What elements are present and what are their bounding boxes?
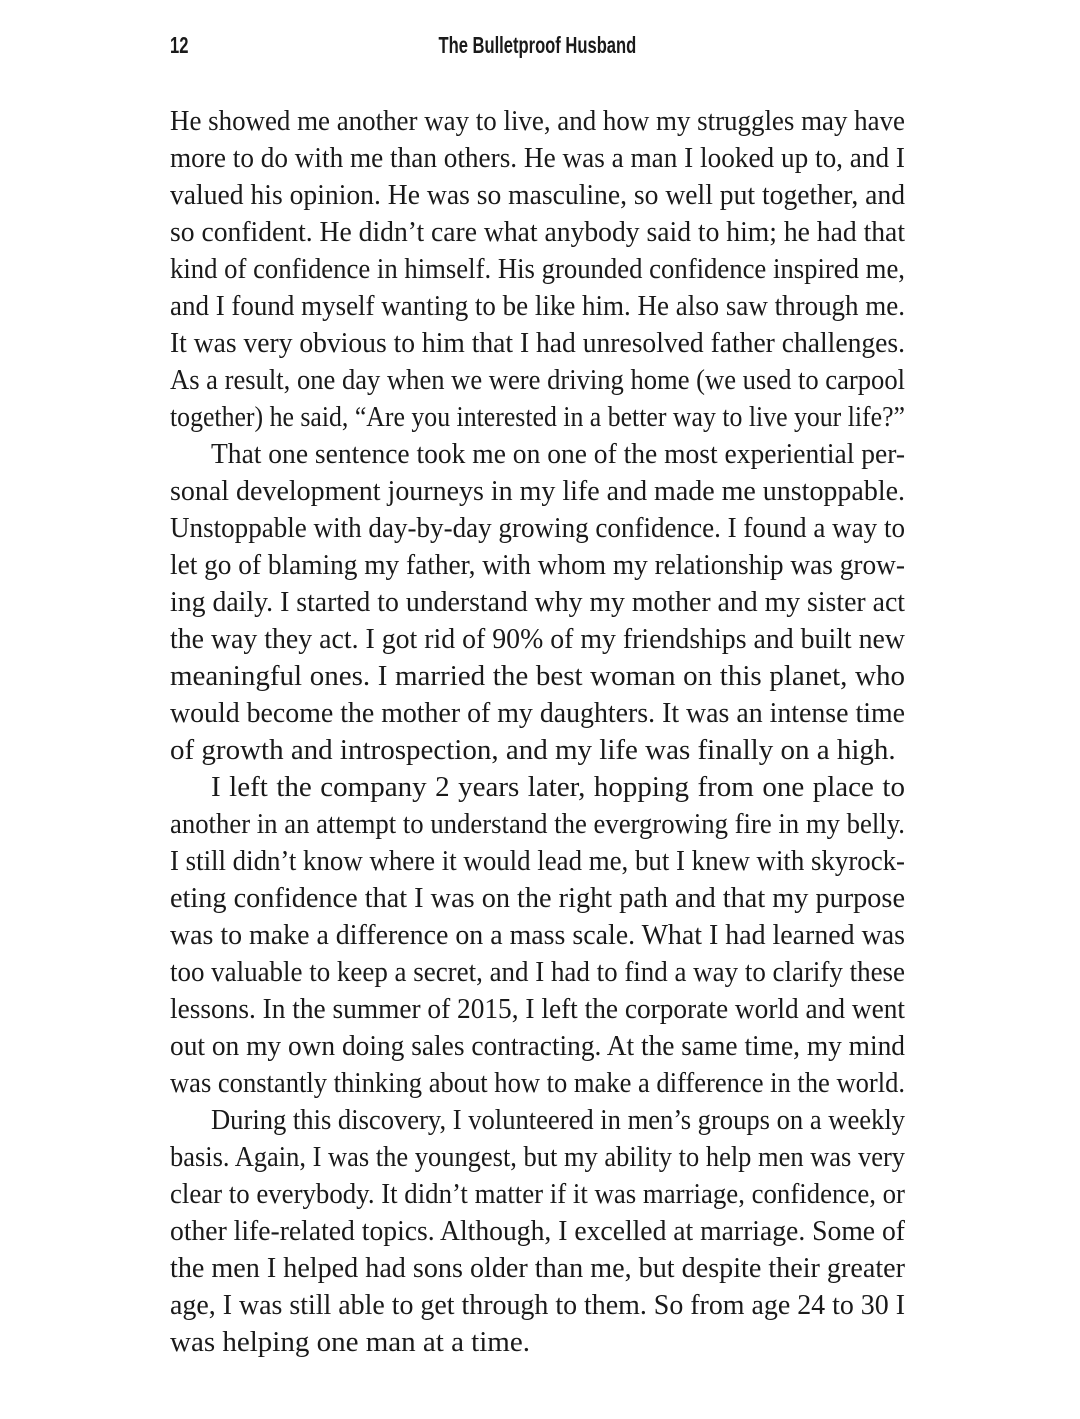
text-line-content: and I found myself wanting to be like him. He also saw through me. [170, 290, 905, 322]
text-line [170, 954, 905, 991]
text-line-content: was to make a difference on a mass scale. What I had learned was [170, 919, 905, 951]
text-line-content: another in an attempt to understand the evergrowing fire in my belly. [170, 808, 905, 840]
paragraph [170, 769, 905, 1102]
text-line-content: more to do with me than others. He was a man I looked up to, and I [170, 142, 905, 174]
text-line-content: lessons. In the summer of 2015, I left the corporate world and went [170, 993, 905, 1025]
text-line-content: was helping one man at a time. [170, 1326, 530, 1358]
text-line [170, 1065, 905, 1102]
text-line-content: I still didn’t know where it would lead me, but I knew with skyrock- [170, 845, 905, 877]
text-line-content: let go of blaming my father, with whom my relationship was grow- [170, 549, 905, 581]
running-title-text: The Bulletproof Husband [438, 32, 637, 58]
text-line-content: basis. Again, I was the youngest, but my ability to help men was very [170, 1141, 905, 1173]
text-line [170, 843, 905, 880]
text-line-content: sonal development journeys in my life and made me unstoppable. [170, 475, 905, 507]
text-line [170, 177, 905, 214]
text-line [170, 658, 905, 695]
text-line [170, 1028, 905, 1065]
text-line [170, 473, 905, 510]
text-line [170, 1324, 905, 1361]
text-line-content: valued his opinion. He was so masculine, so well put together, and [170, 179, 905, 211]
text-line-content: too valuable to keep a secret, and I had to find a way to clarify these [170, 956, 905, 988]
text-line-content: It was very obvious to him that I had unresolved father challenges. [170, 327, 905, 359]
text-line [170, 991, 905, 1028]
paragraph [170, 436, 905, 769]
paragraph [170, 103, 905, 436]
page-header [170, 33, 905, 57]
text-line-content: was constantly thinking about how to make a difference in the world. [170, 1067, 905, 1099]
text-line [170, 288, 905, 325]
text-line [170, 325, 905, 362]
text-line [170, 1250, 905, 1287]
text-line-content: would become the mother of my daughters. It was an intense time [170, 697, 905, 729]
text-line [170, 1213, 905, 1250]
text-line [170, 436, 905, 473]
paragraph [170, 1102, 905, 1361]
text-line-content: of growth and introspection, and my life was finally on a high. [170, 734, 896, 766]
text-line [170, 547, 905, 584]
text-line [170, 251, 905, 288]
text-line [170, 880, 905, 917]
text-line [170, 806, 905, 843]
text-line [170, 214, 905, 251]
text-line-content: During this discovery, I volunteered in men’s groups on a weekly [211, 1104, 905, 1136]
text-line [170, 399, 905, 436]
text-line-content: out on my own doing sales contracting. At the same time, my mind [170, 1030, 905, 1062]
text-line-content: together) he said, “Are you interested in a better way to live your life?” [170, 401, 905, 433]
text-line [170, 732, 905, 769]
text-line [170, 362, 905, 399]
text-line-content: so confident. He didn’t care what anybody said to him; he had that [170, 216, 905, 248]
text-line [170, 1139, 905, 1176]
text-line-content: ing daily. I started to understand why my mother and my sister act [170, 586, 905, 618]
text-line [170, 917, 905, 954]
text-line-content: That one sentence took me on one of the most experiential per- [211, 438, 905, 470]
text-line-content: the men I helped had sons older than me, but despite their greater [170, 1252, 905, 1284]
text-line [170, 769, 905, 806]
text-line [170, 1102, 905, 1139]
text-line-content: eting confidence that I was on the right path and that my purpose [170, 882, 905, 914]
text-line [170, 1176, 905, 1213]
text-line [170, 140, 905, 177]
text-line-content: age, I was still able to get through to them. So from age 24 to 30 I [170, 1289, 905, 1321]
page-number-text: 12 [170, 32, 189, 58]
text-line [170, 1287, 905, 1324]
text-line-content: kind of confidence in himself. His grounded confidence inspired me, [170, 253, 905, 285]
text-line-content: He showed me another way to live, and how my struggles may have [170, 105, 905, 137]
text-line-content: other life-related topics. Although, I excelled at marriage. Some of [170, 1215, 905, 1247]
body-text [170, 103, 905, 1361]
text-line-content: As a result, one day when we were driving home (we used to carpool [170, 364, 905, 396]
text-line-content: I left the company 2 years later, hopping from one place to [211, 771, 905, 803]
running-title [170, 33, 905, 57]
text-line [170, 621, 905, 658]
text-line-content: Unstoppable with day-by-day growing confidence. I found a way to [170, 512, 905, 544]
text-line [170, 103, 905, 140]
text-line [170, 510, 905, 547]
text-line-content: the way they act. I got rid of 90% of my friendships and built new [170, 623, 905, 655]
text-line [170, 584, 905, 621]
text-line [170, 695, 905, 732]
text-line-content: clear to everybody. It didn’t matter if it was marriage, confidence, or [170, 1178, 905, 1210]
text-line-content: meaningful ones. I married the best woman on this planet, who [170, 660, 905, 692]
